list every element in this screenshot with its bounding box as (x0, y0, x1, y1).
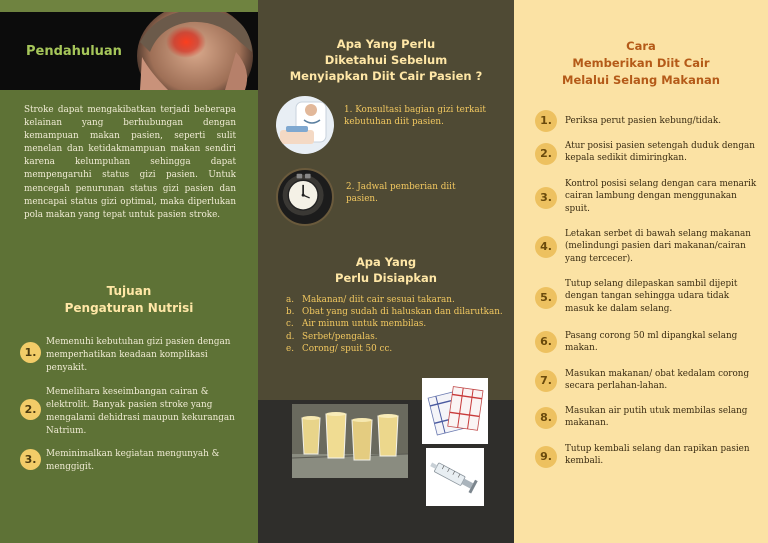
step-number: 2. (535, 143, 557, 165)
list-item-text: Obat yang sudah di haluskan dan dilarutkan. (302, 307, 503, 318)
step-text: Periksa perut pasien kebung/tidak. (565, 116, 721, 126)
list-marker: b. (286, 307, 295, 318)
syringe-photo (426, 448, 484, 506)
list-item (286, 294, 508, 306)
step-number: 6. (535, 331, 557, 353)
list-item-text: Air minum untuk membilas. (302, 319, 427, 330)
hero-banner (0, 12, 258, 90)
step-text: Masukan makanan/ obat kedalam corong secara perlahan-lahan. (565, 369, 750, 392)
schedule-text: 2. Jadwal pemberian diit pasien. (346, 182, 456, 205)
step-number: 7. (535, 370, 557, 392)
before-title-line2: Diketahui Sebelum (324, 53, 448, 67)
prepare-title-line2: Perlu Disiapkan (335, 271, 437, 285)
consultation-text: 1. Konsultasi bagian gizi terkait kebutuhan diit pasien. (344, 105, 486, 128)
goals-title-line2: Pengaturan Nutrisi (64, 301, 194, 315)
step-text: Masukan air putih utuk membilas selang makanan. (565, 406, 748, 429)
list-item-text: Corong/ spuit 50 cc. (302, 343, 393, 354)
goal-text: Meminimalkan kegiatan mengunyah & menggigit. (46, 449, 220, 472)
procedure-title-line3: Melalui Selang Makanan (562, 73, 720, 87)
goals-title (0, 283, 258, 317)
step-text: Tutup kembali selang dan rapikan pasien kembali. (565, 444, 750, 467)
list-item (286, 343, 508, 355)
step-number: 8. (535, 407, 557, 429)
prepare-title (258, 254, 514, 286)
step-number: 1. (535, 110, 557, 132)
procedure-title-line2: Memberikan Diit Cair (572, 56, 710, 70)
step-text: Pasang corong 50 ml dipangkal selang makan. (565, 331, 738, 354)
before-title-line1: Apa Yang Perlu (336, 37, 436, 51)
panel-introduction (0, 0, 258, 543)
liquid-diet-glasses-photo (292, 404, 408, 478)
supplies-list (286, 294, 508, 355)
step-text: Letakan serbet di bawah selang makanan (melindungi pasien dari makanan/cairan yang tercecer). (565, 229, 751, 264)
before-title-line3: Menyiapkan Diit Cair Pasien ? (289, 69, 483, 83)
panel-procedure (514, 0, 768, 543)
list-item (286, 306, 508, 318)
list-item (286, 318, 508, 330)
goal-number: 2. (20, 399, 41, 420)
doctor-consultation-photo (276, 96, 334, 154)
list-item-text: Makanan/ diit cair sesuai takaran. (302, 295, 455, 305)
step-text: Kontrol posisi selang dengan cara menarik cairan lambung dengan menggunakan spuit. (565, 179, 757, 214)
goal-number: 1. (20, 342, 41, 363)
procedure-title-line1: Cara (626, 39, 656, 53)
goal-number: 3. (20, 449, 41, 470)
goals-title-line1: Tujuan (106, 284, 152, 298)
list-item-text: Serbet/pengalas. (302, 331, 378, 342)
step-number: 9. (535, 446, 557, 468)
intro-paragraph: Stroke dapat mengakibatkan terjadi beberapa kelainan yang berhubungan dengan kemampuan makan pasien, seperti sulit menelan dan ketidakmampuan makan sendiri karena kelumpuhan sehingga dapat mempengaruhi status gizi pasien. Untuk mencegah penurunan status gizi pasien dan mencapai status gizi optimal, maka diperlukan pola makan yang tepat untuk pasien stroke. (24, 105, 236, 220)
goal-text: Memenuhi kebutuhan gizi pasien dengan memperhatikan keadaan komplikasi penyakit. (46, 337, 231, 373)
prepare-title-line1: Apa Yang (355, 255, 417, 269)
step-number: 4. (535, 236, 557, 258)
step-text: Atur posisi pasien setengah duduk dengan kepala sedikit dimiringkan. (565, 141, 755, 164)
step-text: Tutup selang dilepaskan sambil dijepit dengan tangan sehingga udara tidak masuk ke dalam selang. (565, 279, 738, 314)
list-marker: e. (286, 343, 295, 354)
list-item (286, 331, 508, 343)
procedure-title (514, 38, 768, 89)
goal-text: Memelihara keseimbangan cairan & elektrolit. Banyak pasien stroke yang mengalami dehidrasi maupun kekurangan Natrium. (46, 387, 235, 436)
panel-preparation (258, 0, 514, 543)
napkins-photo (422, 378, 488, 444)
hero-title: Pendahuluan (26, 44, 122, 59)
before-title (258, 36, 514, 84)
list-marker: c. (286, 319, 294, 330)
list-marker: d. (286, 331, 295, 342)
step-number: 3. (535, 187, 557, 209)
list-marker: a. (286, 295, 295, 305)
clock-icon (276, 168, 334, 226)
top-strip (0, 0, 258, 12)
step-number: 5. (535, 287, 557, 309)
